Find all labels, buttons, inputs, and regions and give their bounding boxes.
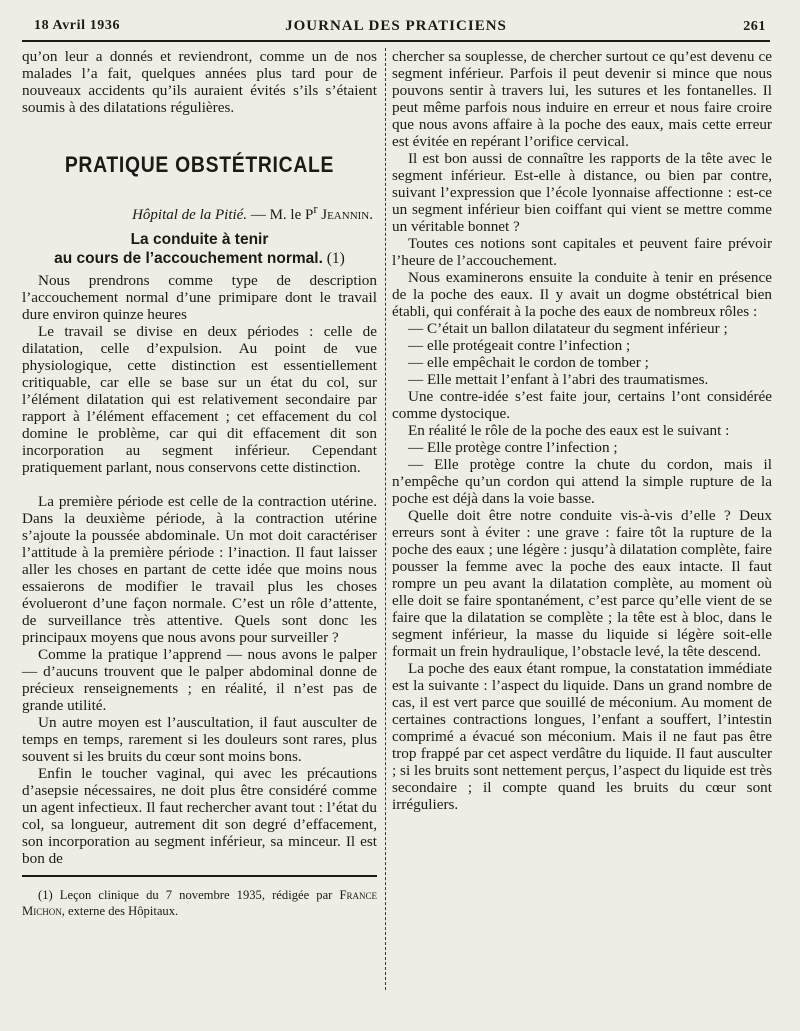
lecture-title-line-1: La conduite à tenir [130, 231, 269, 248]
paragraph: Un autre moyen est l’auscultation, il faut ausculter de temps en temps, rarement si les douleurs sont rares, plus souvent si les bruits du cœur sont moins bons. [22, 714, 377, 765]
byline-dash: — M. le P [247, 207, 314, 223]
byline-place: Hôpital de la Pitié. [132, 207, 248, 223]
paragraph: Nous prendrons comme type de description l’accouchement normal d’une primipare dont le travail dure environ quinze heures [22, 272, 377, 323]
footnote-text-end: , externe des Hôpitaux. [61, 904, 179, 918]
journal-title: JOURNAL DES PRATICIENS [285, 18, 507, 34]
right-column [392, 48, 772, 813]
paragraph: chercher sa souplesse, de chercher surtout ce qu’est devenu ce segment inférieur. Parfois il peut devenir si mince que nous pouvons sentir à travers lui, les sutures et les fontanelles. Il peut même parfois nous induire en erreur et nous faire croire que nous avons affaire à la poche des eaux, mais cette erreur est évitée en repérant l’orifice cervical. [392, 48, 772, 150]
footnote-author: France Michon [22, 888, 377, 918]
paragraph: Comme la pratique l’apprend — nous avons le palper — d’aucuns trouvent que le palper abdominal donne de précieux renseignements ; en réalité, il n’est pas de grande utilité. [22, 646, 377, 714]
lecture-title [22, 230, 377, 268]
list-item: — Elle protège contre la chute du cordon, mais il n’empêche qu’un cordon qui attend la simple rupture de la poche est déjà dans la voie basse. [392, 456, 772, 507]
paragraph: La poche des eaux étant rompue, la constatation immédiate est la suivante : l’aspect du liquide. Dans un grand nombre de cas, il est vert parce que souillé de méconium. Au moment de certaines contractions longues, l’enfant a souffert, l’intestin comprimé a évacué son méconium. Mais il ne faut pas être trop frappé par cet aspect verdâtre du liquide. Il faut ausculter ; si les bruits sont nettement perçus, l’aspect du liquide est très secondaire ; il compte quand les bruits du cœur sont irréguliers. [392, 660, 772, 813]
footnote-text: (1) Leçon clinique du 7 novembre 1935, rédigée par [38, 888, 340, 902]
column-divider [385, 48, 386, 990]
issue-date: 18 Avril 1936 [34, 18, 121, 33]
list-item: — Elle protège contre l’infection ; [408, 439, 618, 456]
footnote-rule [22, 875, 377, 877]
list-item: — elle protégeait contre l’infection ; [408, 337, 631, 354]
list-item: — Elle mettait l’enfant à l’abri des traumatismes. [408, 371, 709, 388]
paragraph: En réalité le rôle de la poche des eaux est le suivant : [408, 422, 730, 439]
left-column [22, 48, 377, 919]
paragraph: Il est bon aussi de connaître les rapports de la tête avec le segment inférieur. Est-elle à distance, ou bien par contre, suivant l’expression que l’école lyonnaise affectionne : est-ce un segment inférieur bien coiffant qui vient se mettre comme un véritable bonnet ? [392, 150, 772, 235]
list-item: — elle empêchait le cordon de tomber ; [408, 354, 649, 371]
page-number: 261 [743, 19, 766, 34]
paragraph: Une contre-idée s’est faite jour, certains l’ont considérée comme dystocique. [392, 388, 772, 422]
section-title: PRATIQUE OBSTÉTRICALE [64, 152, 335, 177]
paragraph: Quelle doit être notre conduite vis-à-vis d’elle ? Deux erreurs sont à éviter : une grave : faire tôt la rupture de la poche des eaux ; une légère : jusqu’à dilatation complète, faire pousser la femme avec la poche des eaux intacte. Il faut rompre un peu avant la dilatation complète, au moment où elle doit se faire spontanément, c’est parce qu’elle vient de se faire que la dilatation se complète ; la tête est à bloc, dans le segment inférieur, la masse du liquide si légère soit-elle formait un frein hydraulique, l’obstacle levé, la tête descend. [392, 507, 772, 660]
paragraph: Nous examinerons ensuite la conduite à tenir en présence de la poche des eaux. Il y avait un dogme obstétrical bien établi, qui conférait à la poche des eaux de nombreux rôles : [392, 269, 772, 320]
byline [22, 201, 373, 224]
lecture-title-line-2: au cours de l’accouchement normal. [54, 250, 323, 267]
footnote [22, 887, 377, 919]
paragraph: Toutes ces notions sont capitales et peuvent faire prévoir l’heure de l’accouchement. [392, 235, 772, 269]
list-item: — C’était un ballon dilatateur du segment inférieur ; [408, 320, 728, 337]
paragraph: Enfin le toucher vaginal, qui avec les précautions d’asepsie nécessaires, ne doit plus être considéré comme un agent infectieux. Il faut rechercher avant tout : l’état du col, sa longueur, autrement dit son degré d’effacement, son incorporation au segment inférieur, sa minceur. Il est bon de [22, 765, 377, 867]
continuation-paragraph: qu’on leur a donnés et reviendront, comme un de nos malades l’a fait, quelques années plus tard pour de nouveaux accidents qu’ils auraient évités s’ils s’étaient soumis à des dilatations régulières. [22, 48, 377, 116]
byline-sup: r [313, 202, 318, 216]
paragraph: Le travail se divise en deux périodes : celle de dilatation, celle d’expulsion. Au point de vue physiologique, cette distinction est essentiellement critiquable, car elle se base sur un état du col, sur l’élément dilatation qui est relativement secondaire par rapport à l’élément effacement ; cet effacement du col domine le problème, car qui dit effacement dit son incorporation au segment inférieur. Cependant pratiquement parlant, nous conservons cette distinction. [22, 323, 377, 476]
paragraph: La première période est celle de la contraction utérine. Dans la deuxième période, à la contraction utérine s’ajoute la poussée abdominale. Un mot doit caractériser l’attitude à la première période : l’inaction. Il faut laisser aller les choses en partant de cette idée que moins nous essaierons de modifier le travail plus les choses évolueront d’une façon normale. C’est un rôle d’attente, de surveillance très attentive. Quels sont donc les principaux moyens que nous avons pour surveiller ? [22, 493, 377, 646]
running-header [22, 14, 770, 42]
footnote-reference: (1) [322, 250, 345, 267]
byline-name: Jeannin. [317, 207, 373, 223]
